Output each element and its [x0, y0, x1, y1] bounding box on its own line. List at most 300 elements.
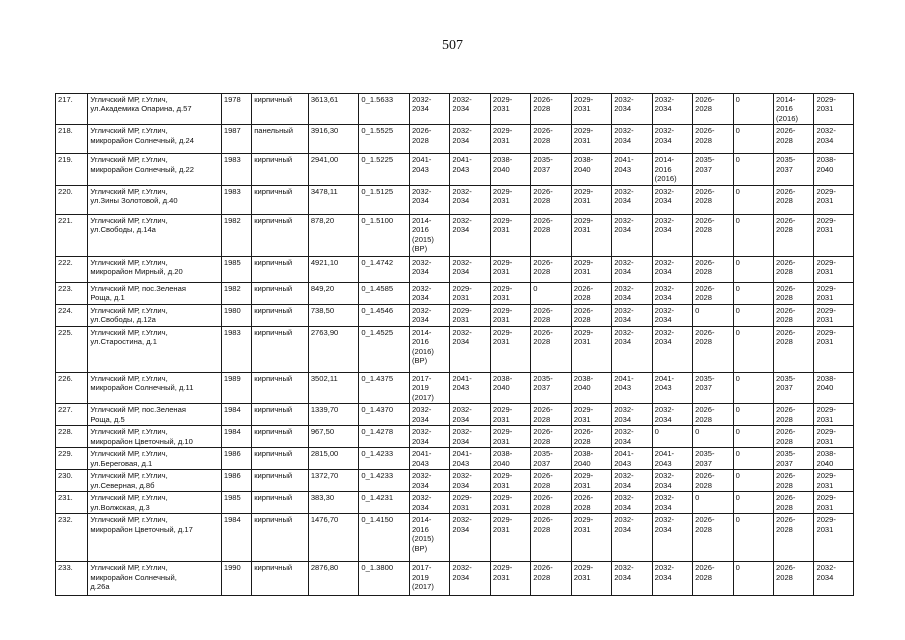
period-7: [652, 404, 692, 426]
period-2: [450, 514, 490, 562]
period-1-text: 2032- 2034: [411, 493, 432, 512]
period-7: [652, 282, 692, 304]
period-6-text: 2032- 2034: [614, 405, 634, 424]
period-8: [693, 404, 733, 426]
period-5-text: 2026- 2028: [573, 283, 594, 303]
period-11-text: 2029- 2031: [816, 95, 836, 114]
period-3: [490, 256, 530, 282]
year-built-text: 1984: [223, 515, 241, 525]
address-cell-text: Угличский МР, г.Углич, микрорайон Цветочный, д.10: [90, 427, 193, 446]
period-11-text: 2029- 2031: [816, 405, 836, 424]
period-1: [409, 562, 449, 596]
period-6-text: 2032- 2034: [614, 563, 634, 582]
year-built: [221, 448, 251, 470]
period-5-text: 2026- 2028: [573, 427, 594, 446]
row-number: [56, 492, 88, 514]
period-11: [814, 426, 854, 448]
floor-area-text: 3502,11: [310, 373, 338, 383]
period-11-text: 2038- 2040: [816, 373, 836, 393]
period-8-text: 2026- 2028: [695, 257, 715, 277]
wall-material-text: кирпичный: [254, 95, 293, 104]
period-1: [409, 426, 449, 448]
period-9-text: 0: [735, 155, 740, 165]
period-7-text: 2032- 2034: [654, 257, 675, 277]
period-10: [774, 304, 814, 326]
wall-material: [252, 470, 309, 492]
period-7-text: 2032- 2034: [654, 305, 675, 325]
row-number: [56, 304, 88, 326]
wall-material: [252, 426, 309, 448]
floor-area-text: 3478,11: [310, 186, 338, 196]
period-10: [774, 514, 814, 562]
year-built-text: 1982: [223, 215, 241, 225]
period-3-text: 2038- 2040: [492, 449, 513, 468]
period-3-text: 2029- 2031: [492, 471, 513, 490]
period-3: [490, 562, 530, 596]
period-9-text: 0: [735, 515, 740, 525]
period-10-text: 2026- 2028: [776, 305, 796, 325]
period-9: [733, 256, 773, 282]
period-11: [814, 492, 854, 514]
address-cell: [88, 326, 222, 372]
priority-index: [359, 185, 410, 214]
priority-index-text: 0_1.4585: [361, 283, 394, 293]
table-row: [56, 304, 854, 326]
floor-area: [308, 256, 359, 282]
priority-index-text: 0_1.3800: [361, 563, 394, 573]
priority-index: [359, 326, 410, 372]
period-8: [693, 304, 733, 326]
period-7: [652, 514, 692, 562]
year-built-text: 1986: [223, 471, 241, 481]
period-9-text: 0: [735, 186, 740, 196]
period-7: [652, 448, 692, 470]
period-10: [774, 426, 814, 448]
period-8: [693, 492, 733, 514]
period-2-text: 2041- 2043: [452, 373, 472, 393]
period-4-text: 2035- 2037: [533, 373, 553, 393]
period-1-text: 2032- 2034: [411, 283, 432, 303]
priority-index: [359, 304, 410, 326]
period-10-text: 2014- 2016 (2016): [776, 95, 798, 123]
period-8: [693, 326, 733, 372]
period-4: [531, 185, 571, 214]
period-5: [571, 154, 611, 185]
period-11: [814, 304, 854, 326]
period-2: [450, 404, 490, 426]
period-5: [571, 514, 611, 562]
period-8-text: 2035- 2037: [695, 449, 715, 468]
period-5: [571, 426, 611, 448]
priority-index: [359, 470, 410, 492]
period-4-text: 2026- 2028: [533, 257, 553, 277]
priority-index: [359, 282, 410, 304]
period-2: [450, 304, 490, 326]
period-9: [733, 426, 773, 448]
floor-area-text: 2941,00: [310, 155, 339, 165]
table-row: [56, 448, 854, 470]
period-1: [409, 448, 449, 470]
period-10-text: 2026- 2028: [776, 327, 796, 347]
floor-area-text: 967,50: [310, 427, 335, 437]
period-7: [652, 94, 692, 125]
period-9-text: 0: [735, 427, 740, 437]
wall-material: [252, 372, 309, 403]
period-10-text: 2026- 2028: [776, 563, 796, 582]
period-4: [531, 514, 571, 562]
period-3-text: 2029- 2031: [492, 327, 513, 347]
period-2-text: 2032- 2034: [452, 405, 472, 424]
period-9: [733, 404, 773, 426]
wall-material-text: кирпичный: [254, 405, 293, 415]
period-7: [652, 470, 692, 492]
address-cell-text: Угличский МР, г.Углич, ул.Свободы, д.12а: [90, 305, 168, 325]
period-1: [409, 514, 449, 562]
priority-index-text: 0_1.5100: [361, 215, 394, 225]
period-4-text: 2035- 2037: [533, 155, 553, 174]
period-7: [652, 256, 692, 282]
period-3: [490, 514, 530, 562]
year-built: [221, 426, 251, 448]
period-5: [571, 214, 611, 256]
period-1-text: 2014- 2016 (2016) (ВР): [411, 327, 434, 366]
address-cell: [88, 492, 222, 514]
wall-material-text: кирпичный: [254, 305, 293, 315]
period-2-text: 2032- 2034: [452, 215, 472, 235]
period-6-text: 2032- 2034: [614, 95, 634, 114]
row-number-text: 226.: [58, 373, 73, 383]
period-2-text: 2032- 2034: [452, 186, 472, 206]
table-row: [56, 214, 854, 256]
period-4: [531, 448, 571, 470]
period-5: [571, 372, 611, 403]
floor-area-text: 849,20: [310, 283, 335, 293]
period-4-text: 2035- 2037: [533, 449, 553, 468]
floor-area-text: 383,30: [310, 493, 335, 503]
address-cell: [88, 282, 222, 304]
period-2-text: 2032- 2034: [452, 563, 472, 582]
period-5-text: 2029- 2031: [573, 257, 594, 277]
period-8: [693, 426, 733, 448]
period-7-text: 2032- 2034: [654, 563, 675, 582]
address-cell: [88, 470, 222, 492]
wall-material: [252, 404, 309, 426]
period-3-text: 2029- 2031: [492, 427, 513, 446]
period-11: [814, 125, 854, 154]
year-built: [221, 214, 251, 256]
row-number: [56, 125, 88, 154]
period-4-text: 2026- 2028: [533, 327, 553, 347]
period-3-text: 2029- 2031: [492, 515, 513, 534]
period-10: [774, 404, 814, 426]
table-row: [56, 514, 854, 562]
period-5: [571, 470, 611, 492]
row-number-text: 229.: [58, 449, 73, 459]
priority-index: [359, 514, 410, 562]
period-1-text: 2041- 2043: [411, 449, 432, 468]
period-5: [571, 125, 611, 154]
address-cell-text: Угличский МР, г.Углич, ул.Береговая, д.1: [90, 449, 168, 468]
period-5: [571, 448, 611, 470]
period-11: [814, 372, 854, 403]
period-3-text: 2038- 2040: [492, 155, 513, 174]
priority-index: [359, 154, 410, 185]
wall-material: [252, 448, 309, 470]
period-4: [531, 562, 571, 596]
period-4-text: 0: [533, 283, 538, 293]
period-1-text: 2014- 2016 (2015) (ВР): [411, 215, 434, 254]
period-2-text: 2032- 2034: [452, 327, 472, 347]
period-3-text: 2029- 2031: [492, 95, 513, 114]
wall-material-text: кирпичный: [254, 186, 293, 196]
table-row: [56, 326, 854, 372]
floor-area-text: 738,50: [310, 305, 335, 315]
period-1: [409, 372, 449, 403]
priority-index-text: 0_1.4233: [361, 471, 394, 481]
period-8-text: 2026- 2028: [695, 283, 715, 303]
floor-area-text: 3613,61: [310, 95, 339, 104]
wall-material-text: кирпичный: [254, 155, 293, 165]
period-8-text: 2026- 2028: [695, 515, 715, 534]
period-11-text: 2038- 2040: [816, 449, 836, 468]
period-6: [612, 404, 652, 426]
table-body: [56, 94, 854, 596]
floor-area-text: 2763,90: [310, 327, 339, 337]
period-8: [693, 282, 733, 304]
wall-material-text: кирпичный: [254, 471, 293, 481]
period-5-text: 2029- 2031: [573, 95, 594, 114]
period-10: [774, 470, 814, 492]
period-5: [571, 562, 611, 596]
period-3: [490, 185, 530, 214]
period-9-text: 0: [735, 471, 740, 481]
period-7-text: 2032- 2034: [654, 186, 675, 206]
wall-material: [252, 125, 309, 154]
priority-index: [359, 256, 410, 282]
period-3-text: 2029- 2031: [492, 257, 513, 277]
period-9-text: 0: [735, 449, 740, 459]
row-number-text: 231.: [58, 493, 73, 503]
address-cell-text: Угличский МР, г.Углич, ул.Академика Опарина, д.57: [90, 95, 192, 114]
address-cell: [88, 372, 222, 403]
period-6: [612, 448, 652, 470]
period-9: [733, 214, 773, 256]
period-9: [733, 448, 773, 470]
period-3: [490, 214, 530, 256]
table-row: [56, 185, 854, 214]
period-2: [450, 372, 490, 403]
period-1-text: 2032- 2034: [411, 471, 432, 490]
period-11-text: 2038- 2040: [816, 155, 836, 174]
period-9-text: 0: [735, 257, 740, 267]
period-6: [612, 426, 652, 448]
period-2-text: 2032- 2034: [452, 95, 472, 114]
table-row: [56, 256, 854, 282]
period-9: [733, 304, 773, 326]
period-5-text: 2029- 2031: [573, 126, 594, 145]
floor-area: [308, 326, 359, 372]
period-9-text: 0: [735, 327, 740, 337]
period-5: [571, 256, 611, 282]
period-6-text: 2032- 2034: [614, 427, 634, 446]
period-9: [733, 185, 773, 214]
period-8-text: 2026- 2028: [695, 471, 715, 490]
floor-area: [308, 470, 359, 492]
wall-material: [252, 94, 309, 125]
period-10: [774, 492, 814, 514]
period-6-text: 2032- 2034: [614, 257, 634, 277]
year-built: [221, 282, 251, 304]
period-4: [531, 470, 571, 492]
period-7: [652, 154, 692, 185]
year-built: [221, 154, 251, 185]
period-6-text: 2041- 2043: [614, 155, 634, 174]
period-1: [409, 404, 449, 426]
period-7-text: 2041- 2043: [654, 373, 675, 393]
period-6: [612, 470, 652, 492]
priority-index-text: 0_1.4231: [361, 493, 394, 503]
floor-area: [308, 154, 359, 185]
period-11-text: 2029- 2031: [816, 215, 836, 235]
wall-material-text: кирпичный: [254, 449, 293, 459]
period-1: [409, 470, 449, 492]
wall-material-text: кирпичный: [254, 373, 293, 383]
period-4: [531, 304, 571, 326]
period-6: [612, 214, 652, 256]
table-row: [56, 282, 854, 304]
period-10: [774, 154, 814, 185]
period-11-text: 2032- 2034: [816, 563, 836, 582]
period-10: [774, 94, 814, 125]
period-2: [450, 154, 490, 185]
period-7: [652, 326, 692, 372]
period-8-text: 2026- 2028: [695, 215, 715, 235]
period-9-text: 0: [735, 563, 740, 573]
period-10: [774, 256, 814, 282]
period-1-text: 2017- 2019 (2017): [411, 563, 434, 592]
period-4: [531, 256, 571, 282]
year-built: [221, 304, 251, 326]
table-row: [56, 426, 854, 448]
period-6: [612, 372, 652, 403]
address-cell-text: Угличский МР, пос.Зеленая Роща, д.5: [90, 405, 186, 424]
period-8: [693, 470, 733, 492]
period-6: [612, 562, 652, 596]
period-6: [612, 185, 652, 214]
period-1: [409, 492, 449, 514]
table-row: [56, 404, 854, 426]
period-4: [531, 94, 571, 125]
wall-material: [252, 492, 309, 514]
period-6-text: 2032- 2034: [614, 493, 634, 512]
period-8: [693, 372, 733, 403]
floor-area-text: 2876,80: [310, 563, 339, 573]
period-3-text: 2038- 2040: [492, 373, 513, 393]
period-9: [733, 154, 773, 185]
address-cell: [88, 154, 222, 185]
period-8-text: 2026- 2028: [695, 186, 715, 206]
period-10-text: 2026- 2028: [776, 515, 796, 534]
wall-material: [252, 256, 309, 282]
period-7-text: 2032- 2034: [654, 471, 675, 490]
floor-area-text: 1476,70: [310, 515, 339, 525]
period-2: [450, 282, 490, 304]
year-built: [221, 372, 251, 403]
period-10-text: 2035- 2037: [776, 155, 796, 174]
period-9: [733, 562, 773, 596]
period-8-text: 0: [695, 427, 700, 437]
row-number-text: 233.: [58, 563, 73, 573]
period-8-text: 0: [695, 493, 700, 503]
period-4-text: 2026- 2028: [533, 563, 553, 582]
year-built: [221, 326, 251, 372]
period-8-text: 2026- 2028: [695, 405, 715, 424]
period-4: [531, 282, 571, 304]
priority-index: [359, 214, 410, 256]
priority-index-text: 0_1.4546: [361, 305, 394, 315]
period-6-text: 2041- 2043: [614, 373, 634, 393]
period-9-text: 0: [735, 305, 740, 315]
period-10-text: 2026- 2028: [776, 215, 796, 235]
period-11: [814, 404, 854, 426]
period-10: [774, 125, 814, 154]
period-9-text: 0: [735, 493, 740, 503]
row-number-text: 230.: [58, 471, 73, 481]
period-2: [450, 125, 490, 154]
period-5-text: 2026- 2028: [573, 305, 594, 325]
period-4-text: 2026- 2028: [533, 126, 553, 145]
period-1-text: 2017- 2019 (2017): [411, 373, 434, 402]
period-8-text: 2035- 2037: [695, 155, 715, 174]
period-2: [450, 470, 490, 492]
period-1-text: 2032- 2034: [411, 405, 432, 424]
period-1-text: 2026- 2028: [411, 126, 432, 145]
period-3: [490, 94, 530, 125]
year-built: [221, 470, 251, 492]
address-cell: [88, 94, 222, 125]
period-11: [814, 94, 854, 125]
row-number-text: 221.: [58, 215, 73, 225]
period-10: [774, 326, 814, 372]
period-11-text: 2029- 2031: [816, 305, 836, 325]
period-1: [409, 125, 449, 154]
period-3: [490, 154, 530, 185]
floor-area-text: 3916,30: [310, 126, 339, 136]
wall-material: [252, 185, 309, 214]
period-2: [450, 214, 490, 256]
period-8-text: 2026- 2028: [695, 563, 715, 582]
period-9-text: 0: [735, 373, 740, 383]
period-9: [733, 492, 773, 514]
period-4-text: 2026- 2028: [533, 515, 553, 534]
priority-index-text: 0_1.4150: [361, 515, 394, 525]
floor-area-text: 1372,70: [310, 471, 339, 481]
period-11-text: 2029- 2031: [816, 471, 836, 490]
priority-index: [359, 372, 410, 403]
period-4: [531, 426, 571, 448]
period-5-text: 2029- 2031: [573, 405, 594, 424]
wall-material-text: кирпичный: [254, 563, 293, 573]
period-6-text: 2032- 2034: [614, 515, 634, 534]
period-10: [774, 185, 814, 214]
period-8: [693, 448, 733, 470]
period-11-text: 2029- 2031: [816, 515, 836, 534]
period-10-text: 2035- 2037: [776, 449, 796, 468]
wall-material: [252, 154, 309, 185]
period-5: [571, 94, 611, 125]
period-10: [774, 562, 814, 596]
page-number: 507: [442, 38, 463, 53]
